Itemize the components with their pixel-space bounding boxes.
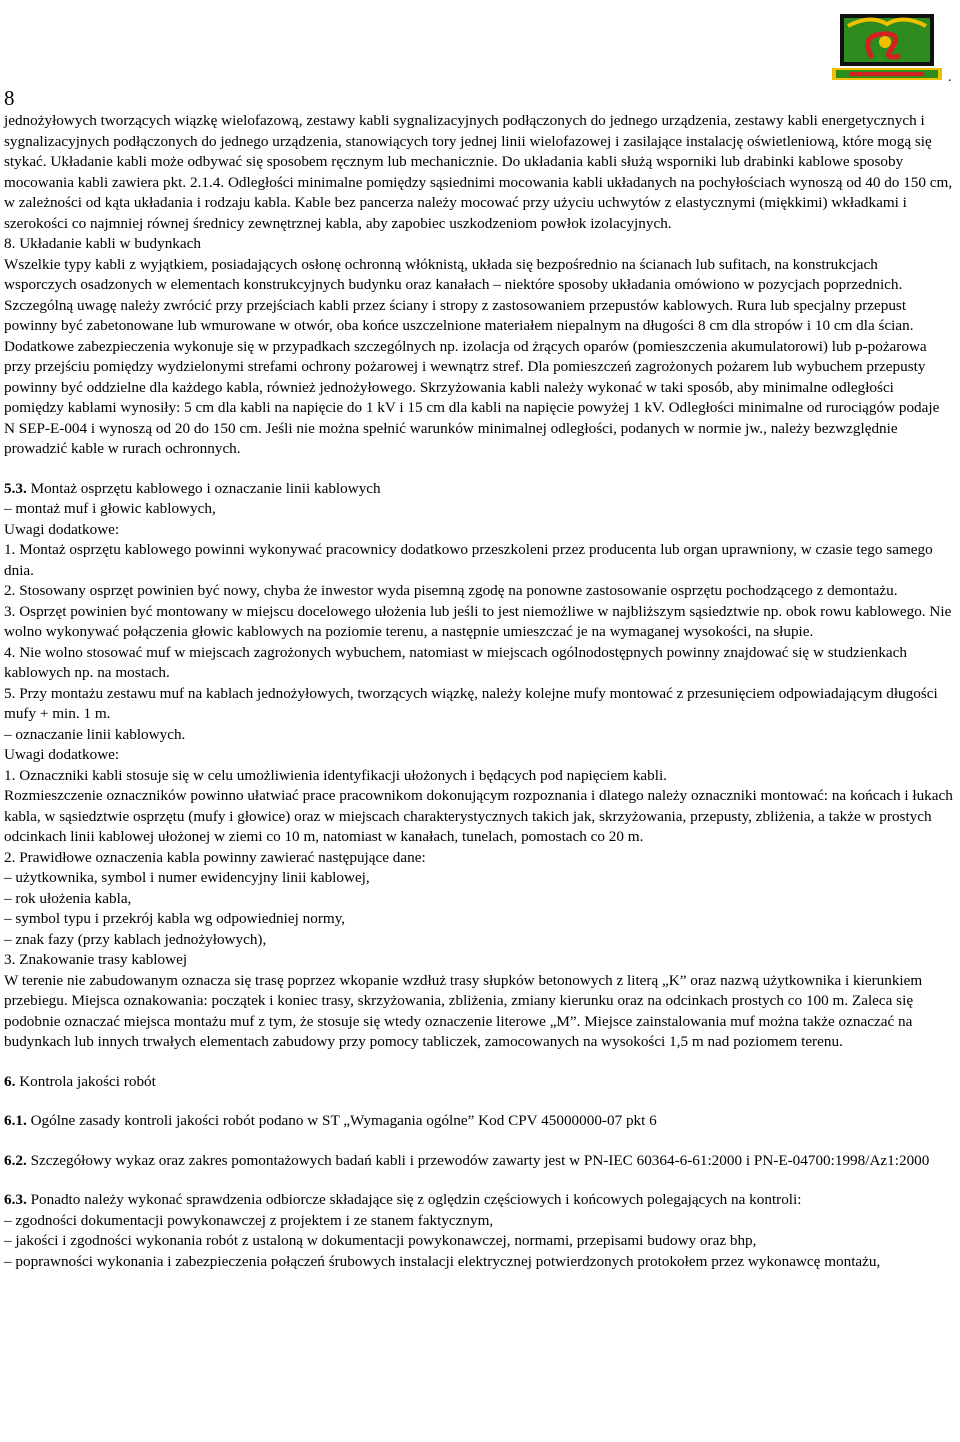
spacer: [4, 1053, 954, 1072]
spacer: [4, 1092, 954, 1111]
section-6-3: [4, 1190, 954, 1211]
section-6-3-number: 6.3.: [4, 1191, 27, 1208]
heading-buildings: 8. Układanie kabli w budynkach: [4, 235, 201, 252]
spacer: [4, 1132, 954, 1151]
marker-note-2: 2. Prawidłowe oznaczenia kabla powinny zawierać następujące dane:: [4, 848, 426, 866]
section-6-2: [4, 1151, 954, 1172]
list-item: – rok ułożenia kabla,: [4, 889, 132, 907]
heading-section-5-3: [4, 479, 954, 500]
paragraph-cable-bundles: jednożyłowych tworzących wiązkę wielofazową, zestawy kabli sygnalizacyjnych podłączonych do jednego urządzenia, zestawy kabli energetycznych i sygnalizacyjnych podłączonych do jednego urządzenia, stanowiących tory jednej linii wielofazowej i zasilające instalację oświetleniową, które mogą się stykać. Układanie kabli może odbywać się sposobem ręcznym lub mechanicznie. Do układania kabli służą wsporniki lub drabinki kablowe sposoby mocowania kabli zawiera pkt. 2.1.4. Odległości minimalne pomiędzy sąsiednimi mocowania kabli układanych na pochyłościach wynoszą od 40 do 150 cm, w zależności od kąta układania i rodzaju kabla. Kable bez pancerza należy mocować przy użyciu uchwytów z elastycznymi (miękkimi) wkładkami i szerokości co najmniej równej średnicy zewnętrznej kabla, aby zapobiec uszkodzeniom powłok izolacyjnych.: [4, 112, 953, 232]
section-6-title: Kontrola jakości robót: [15, 1072, 156, 1090]
company-logo: [830, 6, 944, 82]
document-body: [4, 111, 954, 1272]
note-5: 5. Przy montażu zestawu muf na kablach jednożyłowych, tworzących wiązkę, należy kolejne mufy montować z przesunięciem odpowiadającym długości mufy + min. 1 m.: [4, 684, 938, 722]
list-item: – znak fazy (przy kablach jednożyłowych),: [4, 930, 267, 948]
section-6-2-text: Szczegółowy wykaz oraz zakres pomontażowych badań kabli i przewodów zawarty jest w PN-IEC 60364-6-61:2000 i PN-E-04700:1998/Az1:2000: [26, 1151, 930, 1169]
list-item: – montaż muf i głowic kablowych,: [4, 500, 216, 517]
list-item: – zgodności dokumentacji powykonawczej z projektem i ze stanem faktycznym,: [4, 1211, 494, 1229]
note-4: 4. Nie wolno stosować muf w miejscach zagrożonych wybuchem, natomiast w miejscach ogólnodostępnych powinny znajdować się w studzienkach kablowych np. na mostach.: [4, 643, 907, 681]
section-6-2-number: 6.2.: [4, 1151, 27, 1169]
list-item: – użytkownika, symbol i numer ewidencyjny linii kablowej,: [4, 869, 370, 886]
list-item: – oznaczanie linii kablowych.: [4, 725, 186, 743]
list-item: – symbol typu i przekrój kabla wg odpowiedniej normy,: [4, 910, 346, 927]
logo-graphic: [830, 6, 944, 82]
list-item: – poprawności wykonania i zabezpieczenia połączeń śrubowych instalacji elektrycznej potwierdzonych protokołem przez wykonawcę montażu,: [4, 1252, 881, 1270]
note-3: 3. Osprzęt powinien być montowany w miejscu docelowego ułożenia lub jeśli to jest niemożliwe w najbliższym sąsiedztwie np. obok rowu kablowego. Nie wolno wykonywać połączenia głowic kablowych na poziomie terenu, a następnie umieszczać je na wymaganej wysokości, na słupie.: [4, 602, 952, 640]
section-6-1-number: 6.1.: [4, 1112, 27, 1129]
note-1: 1. Montaż osprzętu kablowego powinni wykonywać pracownicy dodatkowo przeszkoleni przez producenta lub organ uprawniony, w czasie tego samego dnia.: [4, 541, 933, 579]
spacer: [4, 1171, 954, 1190]
notes-label: Uwagi dodatkowe:: [4, 520, 120, 538]
spacer: [4, 460, 954, 479]
page-number: 8: [4, 86, 15, 110]
marker-note-3: 3. Znakowanie trasy kablowej: [4, 951, 188, 968]
heading-section-6: [4, 1072, 954, 1093]
paragraph-buildings: Wszelkie typy kabli z wyjątkiem, posiadających osłonę ochronną włóknistą, układa się bezpośrednio na ścianach lub sufitach, na konstrukcjach wsporczych osadzonych w elementach konstrukcyjnych budynku oraz kanałach – niektóre sposoby układania omówiono w pozycjach poprzednich. Szczególną uwagę należy zwrócić przy przejściach kabli przez ściany i stropy z zastosowaniem przepustów kablowych. Rura lub specjalny przepust powinny być zabetonowane lub wmurowane w otwór, oba końce uszczelnione materiałem niepalnym na długości 8 cm dla stropów i 10 cm dla ścian. Dodatkowe zabezpieczenia wykonuje się w przypadkach szczególnych np. izolacja od żrących oparów (pomieszczenia akumulatorowi) lub p-pożarowa przy przejściu pomiędzy wydzielonymi strefami ochrony pożarowej i wewnątrz stref. Dla pomieszczeń zagrożonych pożarem lub wybuchem przepusty powinny być oddzielne dla każdego kabla, również jednożyłowego. Skrzyżowania kabli należy wykonać w taki sposób, aby minimalne odległości pomiędzy kablami wynosiły: 5 cm dla kabli na napięcie do 1 kV i 15 cm dla kabli na napięcie powyżej 1 kV. Odległości minimalne od rurociągów podaje N SEP-E-004 i wynoszą od 20 do 150 cm. Jeśli nie można spełnić warunków minimalnej odległości, podanych w normie jw., należy bezwzględnie prowadzić kable w rurach ochronnych.: [4, 255, 940, 457]
notes-label: Uwagi dodatkowe:: [4, 746, 120, 763]
marker-note-1: 1. Oznaczniki kabli stosuje się w celu umożliwienia identyfikacji ułożonych i będących pod napięciem kabli.: [4, 766, 667, 784]
list-item: – jakości i zgodności wykonania robót z ustaloną w dokumentacji powykonawczej, normami, przepisami budowy oraz bhp,: [4, 1232, 757, 1249]
section-5-3-number: 5.3.: [4, 479, 27, 497]
marker-placement: Rozmieszczenie oznaczników powinno ułatwiać prace pracownikom dokonującym rozpoznania i dlatego należy oznaczniki montować: na końcach i łukach kabla, w sąsiedztwie osprzętu (mufy i głowice) oraz w miejscach charakterystycznych takich jak, skrzyżowania, przepusty, zbliżenia, a także w prostych odcinkach linii kablowej ułożonej w ziemi co 10 m, natomiast w kanałach, tunelach, pomostach co 20 m.: [4, 787, 953, 845]
section-6-number: 6.: [4, 1072, 16, 1090]
logo-dot: .: [948, 70, 952, 85]
section-6-1: [4, 1111, 954, 1132]
section-6-1-text: Ogólne zasady kontroli jakości robót podano w ST „Wymagania ogólne” Kod CPV 45000000-07 pkt 6: [26, 1112, 657, 1129]
note-2: 2. Stosowany osprzęt powinien być nowy, chyba że inwestor wyda pisemną zgodę na ponowne zastosowanie osprzętu pochodzącego z demontażu.: [4, 582, 898, 599]
section-6-3-text: Ponadto należy wykonać sprawdzenia odbiorcze składające się z oględzin częściowych i końcowych polegających na kontroli:: [26, 1191, 802, 1208]
route-marking: W terenie nie zabudowanym oznacza się trasę poprzez wkopanie wzdłuż trasy słupków betonowych z literą „K” oraz nazwą użytkownika i kierunkiem przebiegu. Miejsca oznakowania: początek i koniec trasy, skrzyżowania, zbliżenia, zmiany kierunku oraz na odcinkach prostych co 100 m. Zaleca się podobnie oznaczać miejsca montażu muf z tym, że stosuje się wtedy oznaczenie literowe „M”. Miejsce zainstalowania muf można także oznaczać na budynkach lub innych trwałych elementach zabudowy przy pomocy tabliczek, zamocowanych na wysokości 1,5 m nad poziomem terenu.: [4, 971, 923, 1050]
section-5-3-title: Montaż osprzętu kablowego i oznaczanie linii kablowych: [26, 479, 381, 497]
